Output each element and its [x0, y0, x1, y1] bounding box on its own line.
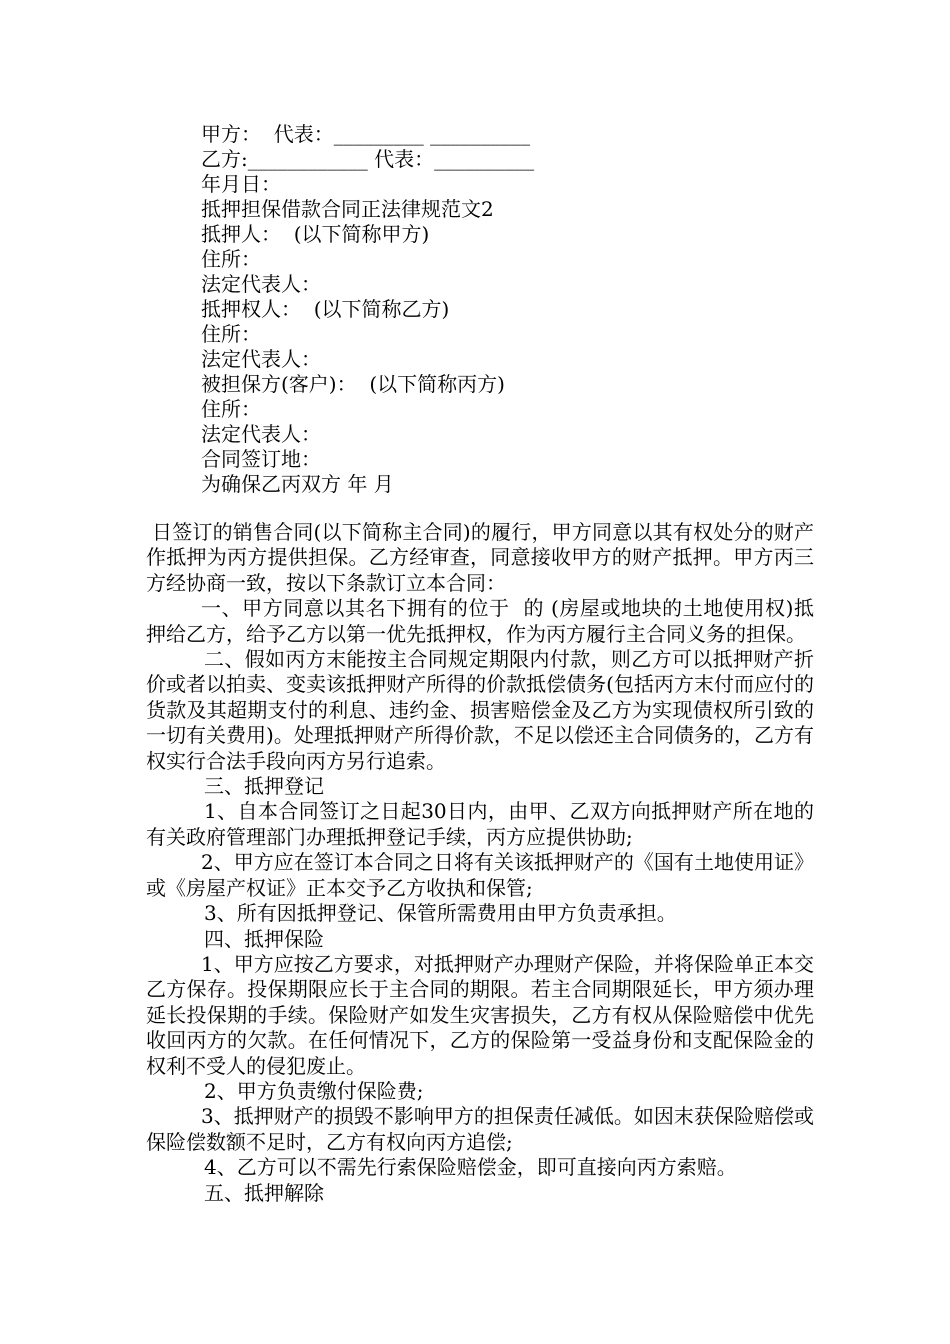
section-heading-insurance: 四、抵押保险 [204, 926, 324, 951]
preamble-paragraph: 日签订的销售合同(以下简称主合同)的履行，甲方同意以其有权处分的财产作抵押为丙方提供担保。乙方经审查，同意接收甲方的财产抵押。甲方丙三方经协商一致，按以下条款订立本合同： [146, 520, 814, 595]
document-title: 抵押担保借款合同正法律规范文2 [201, 197, 494, 221]
guaranteed-party-address: 住所： [201, 397, 261, 421]
mortgagor-address: 住所： [201, 247, 261, 271]
registration-item-2: 2、甲方应在签订本合同之日将有关该抵押财产的《国有土地使用证》或《房屋产权证》正本交予乙方收执和保管; [146, 850, 814, 900]
signing-place-line: 合同签订地： [201, 447, 321, 471]
guaranteed-party-representative: 法定代表人： [201, 422, 321, 446]
mortgagee-address: 住所： [201, 322, 261, 346]
purpose-line: 为确保乙丙双方 年 月 [201, 472, 394, 496]
registration-item-3: 3、所有因抵押登记、保管所需费用由甲方负责承担。 [204, 901, 677, 926]
mortgagor-representative: 法定代表人： [201, 272, 321, 296]
insurance-item-1: 1、甲方应按乙方要求，对抵押财产办理财产保险，并将保险单正本交乙方保存。投保期限应长于主合同的期限。若主合同期限延长，甲方须办理延长投保期的手续。保险财产如发生灾害损失，乙方有权从保险赔偿中优先收回丙方的欠款。在任何情况下，乙方的保险第一受益身份和支配保险金的权利不受人的侵犯废止。 [146, 951, 814, 1078]
party-b-line: 乙方:____________ 代表：__________ [201, 147, 535, 171]
insurance-item-3: 3、抵押财产的损毁不影响甲方的担保责任减低。如因末获保险赔偿或保险偿数额不足时，乙方有权向丙方追偿; [146, 1104, 814, 1154]
contract-header [201, 122, 901, 497]
mortgagee-line: 抵押权人： (以下简称乙方) [201, 297, 450, 321]
mortgagor-line: 抵押人： (以下简称甲方) [201, 222, 430, 246]
guaranteed-party-line: 被担保方(客户)： (以下简称丙方) [201, 372, 505, 396]
party-a-line: 甲方： 代表：_________ __________ [201, 122, 531, 146]
section-heading-release: 五、抵押解除 [204, 1180, 324, 1205]
insurance-item-4: 4、乙方可以不需先行索保险赔偿金，即可直接向丙方索赔。 [204, 1155, 737, 1180]
contract-body [146, 520, 814, 1206]
mortgagee-representative: 法定代表人： [201, 347, 321, 371]
insurance-item-2: 2、甲方负责缴付保险费; [204, 1078, 424, 1103]
clause-1-paragraph: 一、甲方同意以其名下拥有的位于 的 (房屋或地块的土地使用权)抵押给乙方，给予乙方以第一优先抵押权，作为丙方履行主合同义务的担保。 [146, 596, 814, 646]
section-heading-registration: 三、抵押登记 [204, 774, 324, 799]
registration-item-1: 1、自本合同签订之日起30日内，由甲、乙双方向抵押财产所在地的有关政府管理部门办理抵押登记手续，丙方应提供协助; [146, 799, 814, 849]
clause-2-paragraph: 二、假如丙方末能按主合同规定期限内付款，则乙方可以抵押财产折价或者以拍卖、变卖该抵押财产所得的价款抵偿债务(包括丙方末付而应付的货款及其超期支付的利息、违约金、损害赔偿金及乙方为实现债权所引致的一切有关费用)。处理抵押财产所得价款，不足以偿还主合同债务的，乙方有权实行合法手段向丙方另行追索。 [146, 647, 814, 773]
date-line: 年月日： [201, 172, 281, 196]
